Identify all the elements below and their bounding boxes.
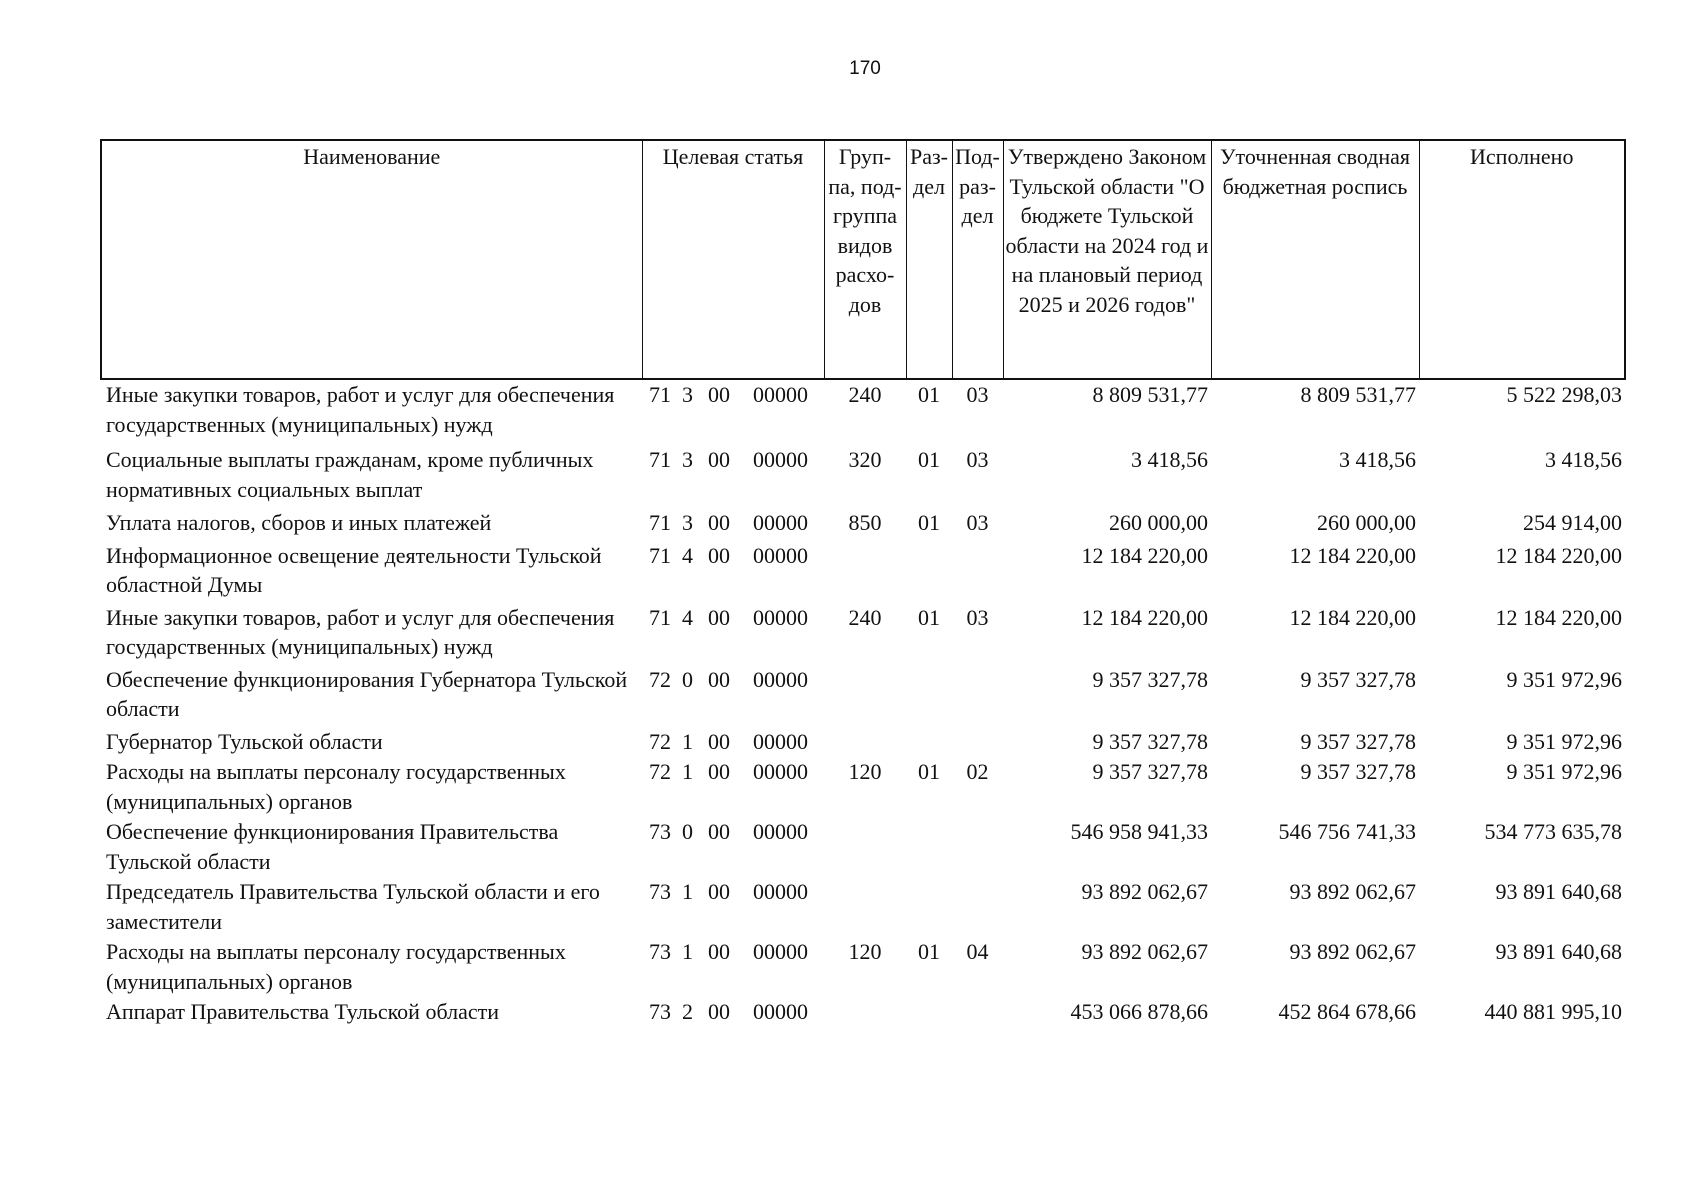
code-part: 00000: [753, 447, 808, 472]
code-part: 0: [682, 666, 693, 692]
row-name: Иные закупки товаров, работ и услуг для обеспечения государственных (муниципальных) нужд: [106, 604, 615, 659]
row-executed: 254 914,00: [1523, 510, 1622, 535]
code-part: 3: [682, 510, 693, 535]
row-approved: 3 418,56: [1131, 447, 1208, 472]
code-part: 00000: [753, 666, 808, 692]
code-part: 00000: [753, 999, 808, 1024]
row-target-code: [642, 937, 824, 997]
row-section: 01: [918, 510, 940, 535]
row-subsection: 03: [966, 604, 989, 630]
row-approved: 12 184 220,00: [1081, 604, 1208, 630]
row-specified: 546 756 741,33: [1278, 819, 1416, 844]
code-part: 1: [682, 879, 693, 904]
table-body: [101, 379, 1625, 1028]
row-approved: 8 809 531,77: [1092, 382, 1208, 407]
row-approved: 9 357 327,78: [1092, 759, 1208, 784]
code-part: 00: [708, 604, 730, 630]
table-row: [101, 539, 1625, 601]
row-executed: 9 351 972,96: [1506, 728, 1622, 754]
row-approved: 93 892 062,67: [1081, 879, 1208, 904]
code-part: 00000: [753, 542, 808, 568]
row-approved: 546 958 941,33: [1070, 819, 1208, 844]
row-subsection: [952, 725, 1003, 758]
header-group: Груп-па, под-группа видов расхо-дов: [824, 140, 906, 379]
page-number: 170: [849, 58, 881, 79]
row-name: Губернатор Тульской области: [106, 728, 383, 754]
table-row: [101, 440, 1625, 505]
header-approved: Утверждено Законом Тульской области "О бюджете Тульской области на 2024 год и на плановый период 2025 и 2026 годов": [1003, 140, 1211, 379]
row-section: [906, 877, 952, 937]
code-part: 71: [649, 542, 671, 568]
row-section: [906, 663, 952, 725]
row-executed: 9 351 972,96: [1506, 666, 1622, 692]
row-target-code: [642, 601, 824, 663]
row-group: 120: [848, 939, 882, 964]
code-part: 71: [649, 604, 671, 630]
row-target-code: [642, 539, 824, 601]
row-section: 01: [918, 759, 940, 784]
row-specified: 3 418,56: [1339, 447, 1416, 472]
row-specified: 9 357 327,78: [1300, 759, 1416, 784]
row-name: Информационное освещение деятельности Тульской областной Думы: [106, 542, 602, 597]
row-executed: 440 881 995,10: [1484, 999, 1622, 1024]
row-name: Аппарат Правительства Тульской области: [106, 999, 499, 1024]
row-subsection: 04: [966, 939, 989, 964]
table-header: [101, 140, 1625, 379]
code-part: 72: [649, 666, 671, 692]
code-part: 00: [708, 666, 730, 692]
row-target-code: [642, 757, 824, 817]
row-subsection: [952, 663, 1003, 725]
code-part: 00000: [753, 879, 808, 904]
code-part: 73: [649, 939, 671, 964]
row-subsection: 03: [966, 447, 989, 472]
code-part: 00: [708, 759, 730, 784]
header-target: Целевая статья: [642, 140, 824, 379]
table-row: [101, 877, 1625, 937]
row-section: 01: [918, 939, 940, 964]
code-part: 73: [649, 999, 671, 1024]
row-target-code: [642, 877, 824, 937]
code-part: 00: [708, 382, 730, 407]
header-executed: Исполнено: [1419, 140, 1625, 379]
row-executed: 93 891 640,68: [1495, 879, 1622, 904]
row-specified: 9 357 327,78: [1300, 666, 1416, 692]
table-row: [101, 505, 1625, 539]
row-executed: 534 773 635,78: [1484, 819, 1622, 844]
row-group: 850: [848, 510, 882, 535]
code-part: 0: [682, 819, 693, 844]
row-specified: 12 184 220,00: [1289, 542, 1416, 568]
row-executed: 12 184 220,00: [1495, 604, 1622, 630]
table-row: [101, 601, 1625, 663]
code-part: 00000: [753, 939, 808, 964]
table-row: [101, 725, 1625, 758]
header-name: Наименование: [101, 140, 642, 379]
code-part: 00: [708, 819, 730, 844]
row-specified: 93 892 062,67: [1289, 939, 1416, 964]
row-specified: 260 000,00: [1317, 510, 1416, 535]
header-section: Раз-дел: [906, 140, 952, 379]
code-part: 4: [682, 604, 693, 630]
code-part: 00: [708, 510, 730, 535]
code-part: 00000: [753, 819, 808, 844]
row-approved: 12 184 220,00: [1081, 542, 1208, 568]
table-row: [101, 663, 1625, 725]
code-part: 00: [708, 542, 730, 568]
row-subsection: [952, 877, 1003, 937]
row-subsection: 02: [966, 759, 989, 784]
row-name: Расходы на выплаты персоналу государственных (муниципальных) органов: [106, 759, 566, 814]
code-part: 1: [682, 759, 693, 784]
row-section: [906, 997, 952, 1028]
code-part: 72: [649, 759, 671, 784]
code-part: 00000: [753, 759, 808, 784]
row-name: Обеспечение функционирования Губернатора Тульской области: [106, 666, 628, 721]
row-target-code: [642, 379, 824, 440]
row-specified: 9 357 327,78: [1300, 728, 1416, 754]
code-part: 71: [649, 447, 671, 472]
row-approved: 260 000,00: [1109, 510, 1208, 535]
row-group: 240: [848, 382, 882, 407]
code-part: 00000: [753, 382, 808, 407]
code-part: 00: [708, 939, 730, 964]
row-specified: 12 184 220,00: [1289, 604, 1416, 630]
code-part: 00000: [753, 604, 808, 630]
row-approved: 9 357 327,78: [1092, 666, 1208, 692]
row-specified: 452 864 678,66: [1278, 999, 1416, 1024]
row-name: Председатель Правительства Тульской области и его заместители: [106, 879, 600, 934]
row-specified: 93 892 062,67: [1289, 879, 1416, 904]
row-subsection: 03: [966, 510, 989, 535]
row-subsection: [952, 817, 1003, 877]
row-specified: 8 809 531,77: [1300, 382, 1416, 407]
table-row: [101, 997, 1625, 1028]
row-executed: 12 184 220,00: [1495, 542, 1622, 568]
row-group: [824, 725, 906, 758]
row-target-code: [642, 997, 824, 1028]
row-subsection: [952, 997, 1003, 1028]
row-section: 01: [918, 382, 940, 407]
row-name: Обеспечение функционирования Правительства Тульской области: [106, 819, 559, 874]
row-target-code: [642, 440, 824, 505]
code-part: 00: [708, 728, 730, 754]
row-approved: 9 357 327,78: [1092, 728, 1208, 754]
code-part: 00: [708, 879, 730, 904]
code-part: 00: [708, 999, 730, 1024]
code-part: 73: [649, 879, 671, 904]
code-part: 00000: [753, 510, 808, 535]
row-executed: 5 522 298,03: [1506, 382, 1622, 407]
code-part: 71: [649, 382, 671, 407]
header-subsection: Под-раз-дел: [952, 140, 1003, 379]
header-specified: Уточненная сводная бюджетная роспись: [1211, 140, 1419, 379]
code-part: 72: [649, 728, 671, 754]
row-approved: 453 066 878,66: [1070, 999, 1208, 1024]
row-section: 01: [918, 447, 940, 472]
row-section: [906, 539, 952, 601]
row-group: [824, 663, 906, 725]
row-group: [824, 877, 906, 937]
row-target-code: [642, 663, 824, 725]
code-part: 00: [708, 447, 730, 472]
row-name: Социальные выплаты гражданам, кроме публичных нормативных социальных выплат: [106, 447, 594, 502]
code-part: 2: [682, 999, 693, 1024]
code-part: 1: [682, 728, 693, 754]
row-group: 240: [848, 604, 882, 630]
row-name: Уплата налогов, сборов и иных платежей: [106, 510, 492, 535]
code-part: 71: [649, 510, 671, 535]
table-row: [101, 937, 1625, 997]
row-target-code: [642, 505, 824, 539]
row-group: 320: [848, 447, 882, 472]
row-section: 01: [918, 604, 940, 630]
row-group: 120: [848, 759, 882, 784]
code-part: 3: [682, 447, 693, 472]
row-approved: 93 892 062,67: [1081, 939, 1208, 964]
row-subsection: 03: [966, 382, 989, 407]
code-part: 1: [682, 939, 693, 964]
row-group: [824, 997, 906, 1028]
row-name: Иные закупки товаров, работ и услуг для обеспечения государственных (муниципальных) нужд: [106, 382, 615, 437]
budget-table: [100, 139, 1626, 1028]
row-section: [906, 725, 952, 758]
row-group: [824, 539, 906, 601]
code-part: 00000: [753, 728, 808, 754]
code-part: 4: [682, 542, 693, 568]
row-executed: 9 351 972,96: [1506, 759, 1622, 784]
row-executed: 3 418,56: [1545, 447, 1622, 472]
row-group: [824, 817, 906, 877]
code-part: 73: [649, 819, 671, 844]
row-name: Расходы на выплаты персоналу государственных (муниципальных) органов: [106, 939, 566, 994]
row-section: [906, 817, 952, 877]
table-row: [101, 817, 1625, 877]
row-target-code: [642, 817, 824, 877]
table-row: [101, 757, 1625, 817]
table-row: [101, 379, 1625, 440]
row-target-code: [642, 725, 824, 758]
code-part: 3: [682, 382, 693, 407]
row-executed: 93 891 640,68: [1495, 939, 1622, 964]
row-subsection: [952, 539, 1003, 601]
